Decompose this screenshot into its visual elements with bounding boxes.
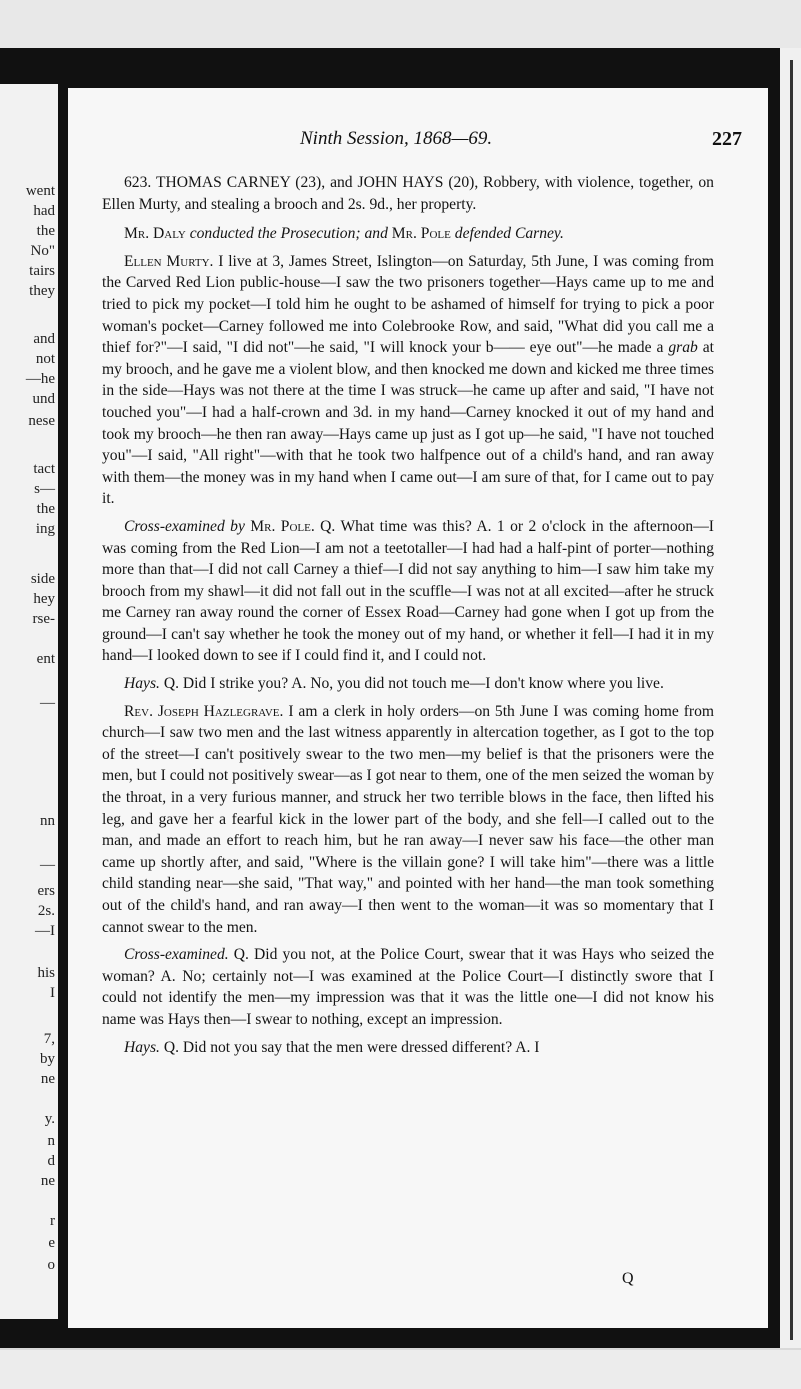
margin-fragment: 7, [43, 1031, 55, 1047]
case-charge: Robbery, with violence, together, on Ellen Murty, and stealing a brooch and 2s. 9d., her property. [102, 174, 714, 213]
case-heading [102, 172, 714, 215]
cross-label: Cross-examined. [124, 946, 229, 964]
margin-fragment: went [25, 183, 55, 199]
testimony-hazlegrave [102, 701, 714, 939]
margin-fragment: hey [33, 591, 55, 607]
hays-text: Q. Did I strike you? A. No, you did not touch me—I don't know where you live. [163, 675, 664, 693]
margin-fragment: — [40, 695, 55, 711]
margin-fragment: had [33, 203, 55, 219]
scan-right-edge-line [790, 60, 793, 1340]
margin-fragment: they [29, 283, 55, 299]
hays-text: Q. Did not you say that the men were dressed different? A. I [163, 1038, 540, 1056]
margin-fragment: rse- [32, 611, 55, 627]
speaker-label: Hays. [124, 1038, 160, 1056]
margin-fragment: not [35, 351, 55, 367]
speaker-label: Hays. [124, 675, 160, 693]
margin-fragment: und [32, 391, 55, 407]
margin-fragment: tact [33, 461, 55, 477]
margin-fragment: o [47, 1257, 55, 1273]
case-number: 623. [124, 174, 152, 191]
page-number: 227 [712, 128, 742, 150]
margin-fragment: —I [35, 923, 55, 939]
margin-fragment: his [37, 965, 55, 981]
margin-fragment: r [50, 1213, 55, 1229]
counsel-line [102, 223, 714, 245]
hays-question-hazlegrave [102, 1037, 714, 1059]
margin-fragment: ers [37, 883, 55, 899]
margin-fragment: s— [34, 481, 55, 497]
testimony-murty [102, 251, 714, 510]
catchword: Q [622, 1270, 634, 1287]
cross-examination-murty [102, 516, 714, 667]
margin-fragment: the [36, 501, 55, 517]
testimony-italic-word: grab [668, 339, 698, 357]
running-head [68, 128, 768, 154]
margin-fragment: the [36, 223, 55, 239]
margin-fragment: ne [40, 1173, 55, 1189]
margin-fragment: e [48, 1235, 55, 1251]
margin-fragment: nn [40, 813, 55, 829]
margin-fragment: I [50, 985, 55, 1001]
book-page [68, 88, 768, 1328]
cross-text: Q. What time was this? A. 1 or 2 o'clock in the afternoon—I was coming from the Red Lion—I am not a teetotaller—I had had a half-pint of porter—nothing more than that—I did not call Carney a thief—I did not say anything to him—I saw him take my brooch from my shawl—it did not fall out in the scuffle—I was not at all excited—after he struck me Carney ran away round the corner of Essex Road—Carney had gone when I got up from the ground—I can't say whether he took the money out of my hand, or whether it fell—I had it in my hand—I looked down to see if I could find it, and I could not. [102, 517, 715, 665]
margin-fragment: nese [28, 413, 55, 429]
scan-background-bottom [0, 1350, 801, 1389]
scan-background-top [0, 0, 801, 50]
testimony-text: I am a clerk in holy orders—on 5th June I was coming home from church—I saw two men and the last witness apparently in altercation together, as I got to the top of the street—I can't positively swear to the two men—my belief is that the prisoners were the men, but I could not positively swear—as I got near to them, one of the men seized the woman by the throat, in a very furious manner, and struck her two terrible blows in the face, then lifted his leg, and gave her a fearful kick in the lower part of the body, and she fell—I called out to the man, and made an effort to reach him, but he ran away—I never saw his face—the other man came up shortly after, and said, "Where is the villain gone? I will take him"—there was a little child standing near—she said, "That way," and pointed with her hand—the man took something out of the child's hand, and ran away—I then went to the woman—it was so momentary that I cannot swear to the men. [102, 702, 715, 936]
prosecution-counsel: Mr. Daly [124, 225, 186, 243]
margin-fragment: ing [35, 521, 55, 537]
defence-text: defended Carney. [454, 225, 564, 243]
cross-examiner: Mr. Pole. [250, 517, 315, 535]
testimony-text-continued: at my brooch, and he gave me a violent blow, and then knocked me down and kicked me three times in the side—Hays was not there at the time I was struck—he came up after and said, "I have not touched you"—I had a half-crown and 3d. in my hand—Carney knocked it out of my hand and took my brooch—he then ran away—Hays came up just as I got up—he said, "I have not touched you"—I said, "All right"—with that he took two halfpence out of a child's hand, and ran away with them—the money was in my hand when I came out—I am sure of that, for I came out to pay it. [102, 339, 714, 508]
hays-question-murty [102, 673, 714, 695]
margin-fragment: No" [30, 243, 55, 259]
margin-fragment: and [33, 331, 55, 347]
cross-label: Cross-examined by [124, 517, 245, 535]
margin-fragment: tairs [29, 263, 55, 279]
margin-fragment: by [40, 1051, 55, 1067]
witness-name: Ellen Murty. [124, 252, 214, 270]
margin-fragment: side [30, 571, 55, 587]
margin-fragment: 2s. [37, 903, 55, 919]
prosecution-text: conducted the Prosecution; and [189, 225, 388, 243]
margin-fragment: d [47, 1153, 55, 1169]
session-title: Ninth Session, 1868—69. [300, 128, 493, 149]
margin-fragment: ent [36, 651, 55, 667]
body-text [102, 172, 714, 1064]
margin-fragment: —he [25, 371, 55, 387]
left-facing-page-edge [0, 84, 58, 1319]
cross-examination-hazlegrave [102, 944, 714, 1030]
margin-fragment: y. [44, 1111, 55, 1127]
cross-text: Q. Did you not, at the Police Court, swear that it was Hays who seized the woman? A. No; certainly not—I was examined at the Police Court—I distinctly swore that I could not identify the men—my impression was that it was the little one—I did not know his name was Hays then—I swear to nothing, except an impression. [102, 946, 714, 1028]
margin-fragment: ne [40, 1071, 55, 1087]
case-defendants: THOMAS CARNEY (23), and JOHN HAYS (20), [155, 174, 479, 191]
margin-fragment: n [47, 1133, 55, 1149]
margin-fragment: — [40, 857, 55, 873]
defence-counsel: Mr. Pole [391, 225, 451, 243]
witness-name: Rev. Joseph Hazlegrave. [124, 702, 284, 720]
testimony-text: I live at 3, James Street, Islington—on Saturday, 5th June, I was coming from the Carved Red Lion public-house—I saw the two prisoners together—Hays came up to me and tried to pick my pocket—I told him he ought to be ashamed of himself for trying to pick a poor woman's pocket—Carney followed me into Colebrooke Row, and said, "What did you call me a thief for?"—I said, "I did not"—he said, "I will knock your b—— eye out"—he made a [102, 252, 714, 357]
